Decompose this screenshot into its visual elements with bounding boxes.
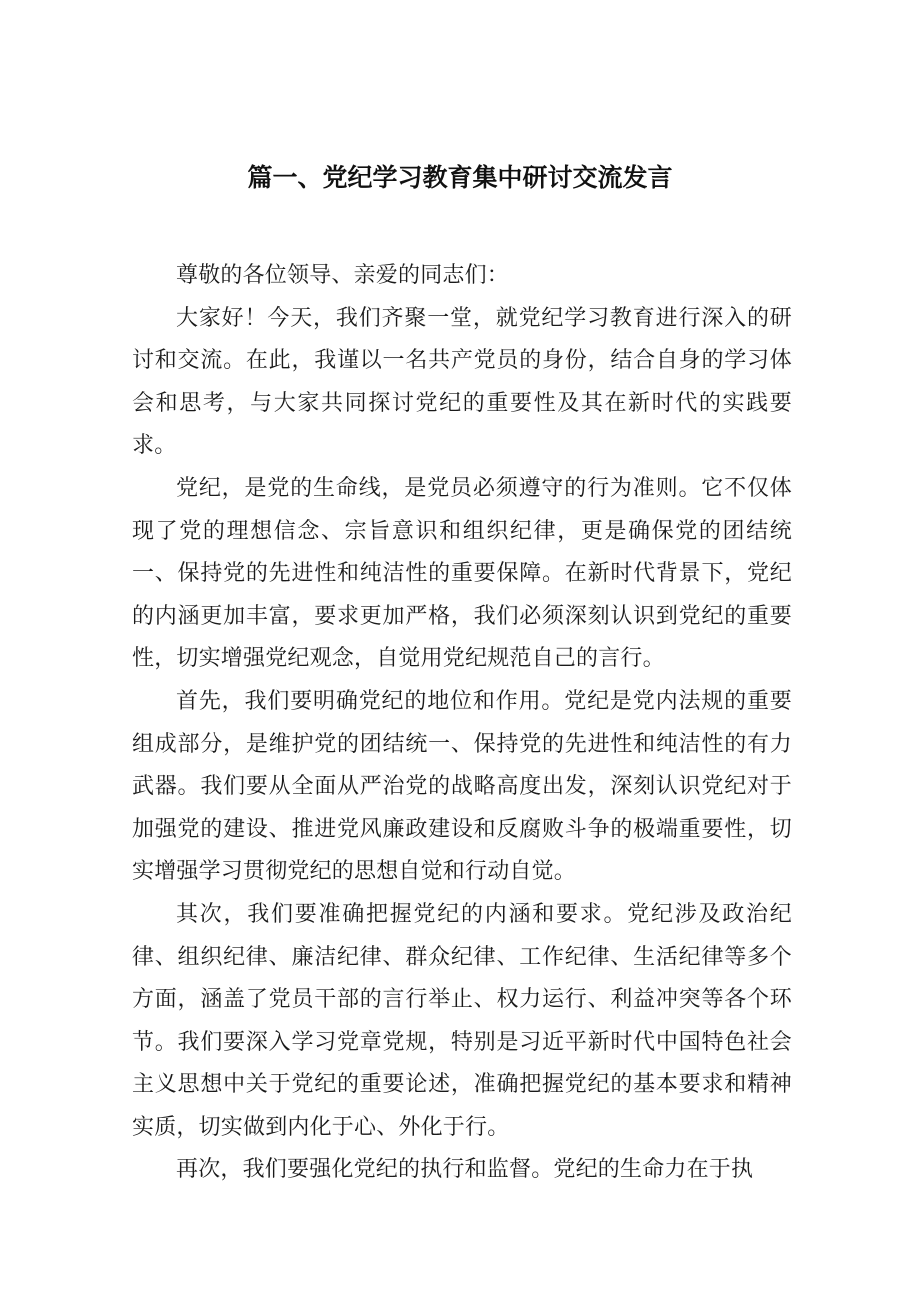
paragraph: 首先，我们要明确党纪的地位和作用。党纪是党内法规的重要组成部分，是维护党的团结统一、保持党的先进性和纯洁性的有力武器。我们要从全面从严治党的战略高度出发，深刻认识党纪对于加强党的建设、推进党风廉政建设和反腐败斗争的极端重要性，切实增强学习贯彻党纪的思想自觉和行动自觉。 bbox=[132, 688, 792, 885]
paragraph-salutation: 尊敬的各位领导、亲爱的同志们： bbox=[176, 263, 510, 288]
paragraph: 其次，我们要准确把握党纪的内涵和要求。党纪涉及政治纪律、组织纪律、廉洁纪律、群众纪律、工作纪律、生活纪律等多个方面，涵盖了党员干部的言行举止、权力运行、利益冲突等各个环节。我们要深入学习党章党规，特别是习近平新时代中国特色社会主义思想中关于党纪的重要论述，准确把握党纪的基本要求和精神实质，切实做到内化于心、外化于行。 bbox=[132, 901, 792, 1140]
document-title: 篇一、党纪学习教育集中研讨交流发言 bbox=[247, 163, 673, 192]
paragraph: 大家好！今天，我们齐聚一堂，就党纪学习教育进行深入的研讨和交流。在此，我谨以一名共产党员的身份，结合自身的学习体会和思考，与大家共同探讨党纪的重要性及其在新时代的实践要求。 bbox=[132, 305, 792, 459]
document-body bbox=[132, 255, 792, 1192]
paragraph: 党纪，是党的生命线，是党员必须遵守的行为准则。它不仅体现了党的理想信念、宗旨意识和组织纪律，更是确保党的团结统一、保持党的先进性和纯洁性的重要保障。在新时代背景下，党纪的内涵更加丰富，要求更加严格，我们必须深刻认识到党纪的重要性，切实增强党纪观念，自觉用党纪规范自己的言行。 bbox=[132, 475, 792, 672]
paragraph: 再次，我们要强化党纪的执行和监督。党纪的生命力在于执 bbox=[176, 1157, 754, 1183]
